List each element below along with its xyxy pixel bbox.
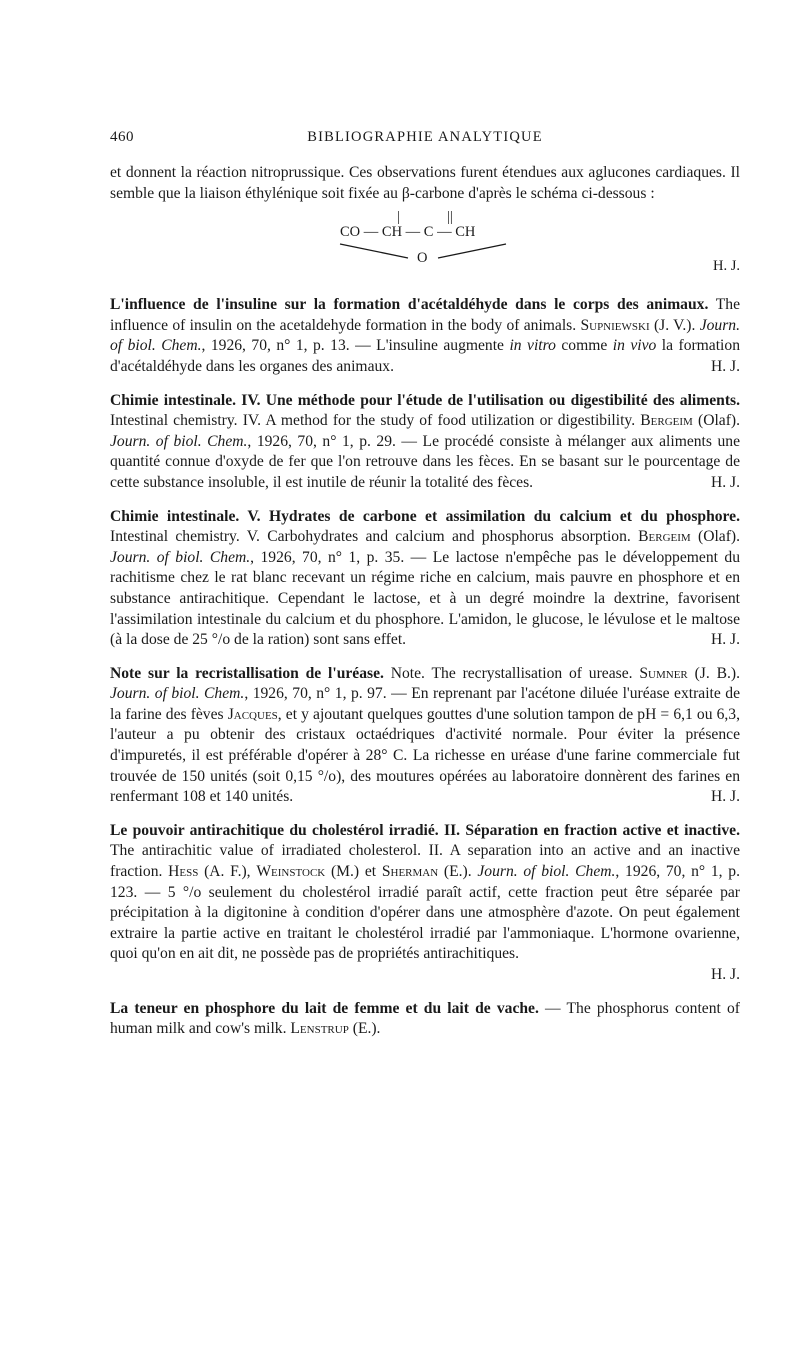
signature: H. J. xyxy=(710,966,740,983)
entry-text: (J. V.). xyxy=(653,316,696,334)
author-name: Jacques xyxy=(227,705,278,723)
author-name: Sherman xyxy=(381,863,439,881)
entry-text: (M.) et xyxy=(330,863,377,881)
signature: H. J. xyxy=(710,473,740,491)
author-name: Bergeim xyxy=(638,528,691,546)
entry-text: — The phosphorus content of human milk and cow's milk. xyxy=(110,999,740,1038)
entry-text: (E.). xyxy=(443,863,472,881)
author-name: Sumner xyxy=(639,664,688,682)
entry-title: Note sur la recristallisation de l'uréase. xyxy=(110,664,384,682)
italic-term: in vitro xyxy=(509,337,556,355)
author-name: Weinstock xyxy=(256,863,326,881)
entry-text: , et y ajoutant quelques gouttes d'une solution tampon de pH = 6,1 ou 6,3, l'auteur a pu obtenir des cristaux octaédriques d'activité normale. Pour éviter la présence d'impuretés, il est préférable d'opérer à 28° C. La richesse en uréase d'une farine commerciale fut trouvée de 150 unités (soit 0,15 °/o), des moutures opérées au laboratoire donnèrent des farines en renfermant 108 et 140 unités. xyxy=(110,705,740,806)
entry-text: The antirachitic value of irradiated cholesterol. II. A separation into an active and an inactive fraction. xyxy=(110,842,740,881)
entry-title: Le pouvoir antirachitique du cholestérol irradié. II. Séparation en fraction active et inactive. xyxy=(110,821,740,839)
signature: H. J. xyxy=(710,788,740,806)
entry-text: la formation d'acétaldéhyde dans les organes des animaux. xyxy=(110,337,740,375)
signature: H. J. xyxy=(710,631,740,649)
entry-text: , 1926, 70, n° 1, p. 29. — Le procédé consiste à mélanger aux aliments une quantité connue d'oxyde de fer que l'on retrouve dans les fèces. En se basant sur le pourcentage de cette substance insoluble, il est inutile de réunir la totalité des fèces. xyxy=(110,432,740,491)
abstract-entry xyxy=(110,664,740,808)
abstract-entry xyxy=(110,295,740,377)
entry-text: (E.). xyxy=(352,1020,381,1038)
entry-title: Chimie intestinale. IV. Une méthode pour l'étude de l'utilisation ou digestibilité des aliments. xyxy=(110,391,740,409)
journal-name: Journ. of biol. Chem. xyxy=(110,432,248,450)
entry-text: , 1926, 70, n° 1, p. 35. — Le lactose n'empêche pas le développement du rachitisme chez le rat blanc recevant un régime riche en calcium, mais pauvre en phosphore et en substance antirachitique. Cependant le lactose, et à un degré moindre la dextrine, favorisent l'assimilation intestinale du calcium et du phosphore. L'amidon, le glucose, le lévulose et le maltose (à la dose de 25 °/o de la ration) sont sans effet. xyxy=(110,548,740,649)
abstract-entry xyxy=(110,507,740,651)
running-head: BIBLIOGRAPHIE ANALYTIQUE xyxy=(307,129,543,145)
entry-text: (Olaf). xyxy=(698,412,740,430)
journal-name: Journ. of biol. Chem. xyxy=(110,548,251,566)
chemical-formula xyxy=(110,204,740,282)
signature: H. J. xyxy=(710,357,740,375)
author-name: Hess xyxy=(168,863,199,881)
formula-bonds: | || xyxy=(397,209,453,226)
formula-chain: CO — CH — C — CH xyxy=(340,224,476,241)
entry-text: The influence of insulin on the acetaldehyde formation in the body of animals. xyxy=(110,296,740,334)
author-name: Supniewski xyxy=(580,316,650,334)
intro-paragraph: et donnent la réaction nitroprussique. Ces observations furent étendues aux aglucones cardiaques. Il semble que la liaison éthylénique soit fixée au β-carbone d'après le schéma ci-dessous : xyxy=(110,164,740,202)
entry-title: La teneur en phosphore du lait de femme et du lait de vache. xyxy=(110,999,539,1017)
abstract-entry xyxy=(110,821,740,965)
entry-text: Intestinal chemistry. IV. A method for the study of food utilization or digestibility. xyxy=(110,412,636,430)
entry-text: , 1926, 70, n° 1, p. 97. — En reprenant par l'acétone diluée l'uréase extraite de la farine des fèves xyxy=(110,685,740,723)
author-name: Bergeim xyxy=(640,412,693,430)
entry-text: , 1926, 70, n° 1, p. 123. — 5 °/o seulement du cholestérol irradié paraît actif, cette fraction peut être séparée par précipitation à la digitonine à condition d'opérer dans une atmosphère d'azote. On peut également extraire la partie active en traitant le cholestérol irradié par l'ammoniaque. L'hormone ovarienne, quoi qu'on en ait dit, ne possède pas de propriétés antirachitiques. xyxy=(110,863,740,963)
entry-text: Intestinal chemistry. V. Carbohydrates and calcium and phosphorus absorption. xyxy=(110,528,631,546)
entry-text: Note. The recrystallisation of urease. xyxy=(390,664,633,682)
entry-text: , 1926, 70, n° 1, p. 13. — L'insuline augmente xyxy=(201,337,504,355)
page-header xyxy=(110,127,740,151)
entry-text: (J. B.). xyxy=(694,664,740,682)
document-page xyxy=(110,127,740,1040)
journal-name: Journ. of biol. Chem. xyxy=(110,685,245,703)
formula-oxygen: O xyxy=(417,250,428,267)
entry-title: L'influence de l'insuline sur la formation d'acétaldéhyde dans le corps des animaux. xyxy=(110,296,709,314)
page-number: 460 xyxy=(110,129,134,145)
signature: H. J. xyxy=(713,258,740,275)
abstract-entry xyxy=(110,391,740,494)
entry-text: (A. F.), xyxy=(204,863,251,881)
abstract-entry xyxy=(110,999,740,1040)
entry-title: Chimie intestinale. V. Hydrates de carbone et assimilation du calcium et du phosphore. xyxy=(110,507,740,525)
italic-term: in vivo xyxy=(612,337,657,355)
author-name: Lenstrup xyxy=(290,1020,349,1038)
journal-name: Journ. of biol. Chem. xyxy=(477,863,616,881)
entry-text: comme xyxy=(561,337,608,355)
entry-text: (Olaf). xyxy=(698,528,741,546)
journal-name: Journ. of biol. Chem. xyxy=(110,316,740,355)
